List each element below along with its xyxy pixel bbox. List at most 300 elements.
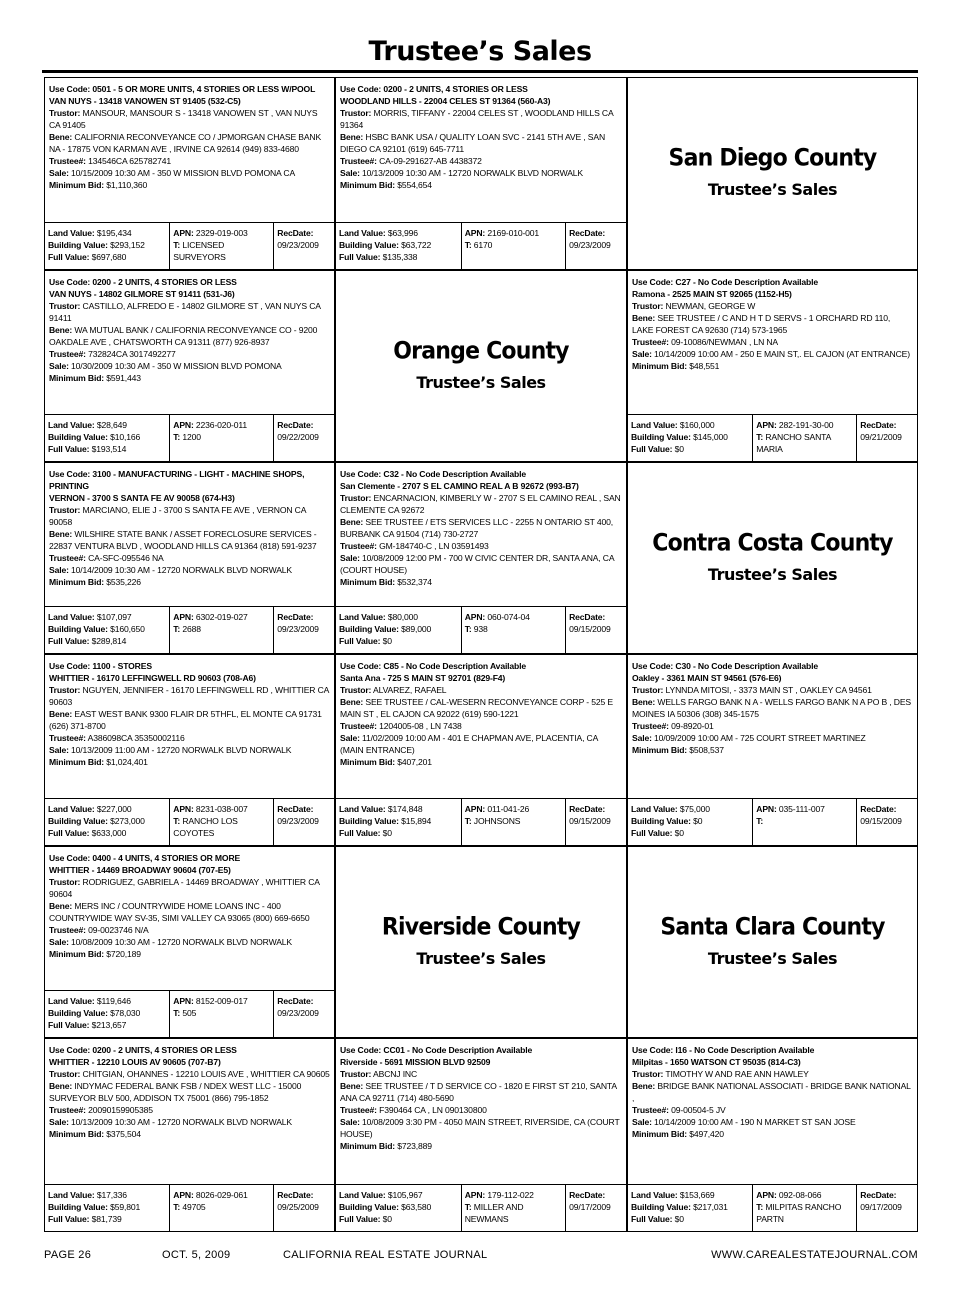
sale-line xyxy=(49,564,330,576)
bene-line xyxy=(340,1080,622,1104)
trustor-line xyxy=(340,1068,622,1080)
trustor-value: ENCARNACION, KIMBERLY W - 2707 S EL CAMINO REAL , SAN CLEMENTE CA 92672 xyxy=(340,493,621,515)
min-bid-label: Minimum Bid: xyxy=(632,1129,688,1139)
sale-value: 10/14/2009 10:00 AM - 250 E MAIN ST,. EL CAJON (AT ENTRANCE) xyxy=(654,349,910,359)
value-column xyxy=(336,223,461,269)
full-value-line xyxy=(631,1213,749,1225)
apn-column xyxy=(461,799,565,845)
building-value: $63,580 xyxy=(401,1202,432,1212)
min-bid-line xyxy=(49,179,330,191)
min-bid-label: Minimum Bid: xyxy=(632,361,688,371)
trustee-number-value: 09-00504-5 JV xyxy=(671,1105,726,1115)
full-value-line xyxy=(48,251,166,263)
sale-line xyxy=(340,732,622,756)
apn-column xyxy=(169,1185,273,1231)
bene-label: Bene: xyxy=(49,709,73,719)
bene-value: INDYMAC FEDERAL BANK FSB / NDEX WEST LLC - 15000 SURVEYOR BLV 500, ADDISON TX 75001 (866) 795-1852 xyxy=(49,1081,302,1103)
min-bid-line xyxy=(632,1128,913,1140)
listing-info xyxy=(632,660,913,756)
full-value-line xyxy=(48,635,166,647)
value-column xyxy=(45,415,169,461)
sale-line xyxy=(632,732,913,744)
listing-values xyxy=(45,414,334,461)
trustor-value: MARCIANO, ELIE J - 3700 S SANTA FE AVE , VERNON CA 90058 xyxy=(49,505,306,527)
full-value-line xyxy=(48,1019,166,1031)
listing-card xyxy=(44,270,335,462)
apn-column xyxy=(169,415,273,461)
tract-line xyxy=(173,1007,270,1019)
recdate-column xyxy=(273,991,334,1037)
tract-line xyxy=(465,1201,562,1225)
apn-label: APN: xyxy=(464,1190,486,1200)
min-bid-label: Minimum Bid: xyxy=(49,1129,105,1139)
trustor-label: Trustor: xyxy=(632,685,664,695)
full-value-label: Full Value: xyxy=(48,252,90,262)
sale-label: Sale: xyxy=(49,168,69,178)
property-address: VAN NUYS - 13418 VANOWEN ST 91405 (532-C5) xyxy=(49,96,241,106)
trustee-number-value: 09-0023746 N/A xyxy=(88,925,149,935)
apn-label: APN: xyxy=(464,804,486,814)
listing-card xyxy=(335,654,627,846)
listing-values xyxy=(45,990,334,1037)
full-value: $81,739 xyxy=(91,1214,122,1224)
land-value: $153,669 xyxy=(679,1190,715,1200)
apn-label: APN: xyxy=(173,420,194,430)
building-value: $0 xyxy=(693,816,703,826)
recdate-value: 09/17/2009 xyxy=(860,1202,902,1212)
listing-card xyxy=(627,654,918,846)
recdate-label: RecDate: xyxy=(277,996,314,1006)
full-value-label: Full Value: xyxy=(631,828,673,838)
county-header-orange xyxy=(335,270,627,462)
listing-info xyxy=(49,1044,330,1140)
apn-label: APN: xyxy=(464,612,486,622)
land-value-line xyxy=(48,611,166,623)
sale-value: 10/13/2009 10:30 AM - 12720 NORWALK BLVD NORWALK xyxy=(362,168,584,178)
county-name: Orange County xyxy=(393,337,569,366)
land-value-line xyxy=(631,1189,749,1201)
recdate-column xyxy=(565,223,626,269)
land-value: $63,996 xyxy=(387,228,418,238)
tract-value: RANCHO LOS COYOTES xyxy=(173,816,238,838)
full-value: $0 xyxy=(674,444,684,454)
tract-label: T: xyxy=(173,432,181,442)
apn-line xyxy=(756,1189,853,1201)
bene-value: SEE TRUSTEE / CAL-WESERN RECONVEYANCE CORP - 525 E MAIN ST , EL CAJON CA 92022 (619) 590-1221 xyxy=(340,697,613,719)
min-bid-value: $554,654 xyxy=(397,180,432,190)
listing-info xyxy=(340,83,622,191)
county-header-contra-costa xyxy=(627,462,918,654)
sale-label: Sale: xyxy=(632,349,652,359)
building-value: $160,650 xyxy=(110,624,145,634)
land-value-line xyxy=(48,227,166,239)
trustor-line xyxy=(49,107,330,131)
bene-line xyxy=(49,324,330,348)
land-value-label: Land Value: xyxy=(48,228,95,238)
full-value: $0 xyxy=(382,1214,392,1224)
recdate-label: RecDate: xyxy=(860,420,897,430)
listing-values xyxy=(628,1184,917,1231)
apn-value: 011-041-26 xyxy=(487,804,530,814)
recdate-value: 09/15/2009 xyxy=(860,816,902,826)
tract-value: MILLER AND NEWMANS xyxy=(464,1202,524,1224)
sale-label: Sale: xyxy=(632,1117,652,1127)
sale-line xyxy=(632,1116,913,1128)
recdate-column xyxy=(273,607,334,653)
listing-info xyxy=(49,83,330,191)
min-bid-line xyxy=(632,360,913,372)
trustor-line xyxy=(340,107,622,131)
listing-card xyxy=(335,462,627,654)
building-value-line xyxy=(339,815,458,827)
value-column xyxy=(45,799,169,845)
apn-value: 092-08-066 xyxy=(778,1190,822,1200)
building-value-line xyxy=(48,1201,166,1213)
tract-label: T: xyxy=(173,1202,181,1212)
trustee-number-value: 1204005-08 , LN 7438 xyxy=(379,721,462,731)
land-value-label: Land Value: xyxy=(631,804,678,814)
trustor-line xyxy=(632,300,913,312)
land-value: $17,336 xyxy=(96,1190,127,1200)
min-bid-line xyxy=(49,576,330,588)
sale-label: Sale: xyxy=(340,168,360,178)
min-bid-value: $407,201 xyxy=(397,757,432,767)
trustor-value: CASTILLO, ALFREDO E - 14802 GILMORE ST , VAN NUYS CA 91411 xyxy=(49,301,321,323)
tract-value: 2688 xyxy=(182,624,201,634)
recdate-label: RecDate: xyxy=(569,612,606,622)
trustor-label: Trustor: xyxy=(49,505,81,515)
listings-grid xyxy=(44,77,918,1232)
use-code: Use Code: C32 - No Code Description Available xyxy=(340,469,527,479)
property-address: Santa Ana - 725 S MAIN ST 92701 (829-F4) xyxy=(340,673,506,683)
recdate-label: RecDate: xyxy=(277,228,314,238)
county-subtitle: Trustee’s Sales xyxy=(707,949,838,968)
bene-label: Bene: xyxy=(49,529,73,539)
min-bid-value: $497,420 xyxy=(689,1129,724,1139)
min-bid-value: $720,189 xyxy=(106,949,141,959)
county-subtitle: Trustee’s Sales xyxy=(707,180,838,199)
building-value-label: Building Value: xyxy=(631,1202,691,1212)
min-bid-label: Minimum Bid: xyxy=(49,757,105,767)
listing-info xyxy=(49,852,330,960)
bene-label: Bene: xyxy=(632,313,656,323)
land-value: $195,434 xyxy=(96,228,132,238)
property-address: VERNON - 3700 S SANTA FE AV 90058 (674-H3) xyxy=(49,493,235,503)
tract-label: T: xyxy=(464,816,472,826)
land-value: $75,000 xyxy=(679,804,710,814)
bene-value: WILSHIRE STATE BANK / ASSET FORECLOSURE SERVICES - 22837 VENTURA BLVD , WOODLAND HILLS CA 91364 (818) 591-9237 xyxy=(49,529,317,551)
full-value-label: Full Value: xyxy=(48,636,90,646)
apn-column xyxy=(461,607,565,653)
use-code: Use Code: 0200 - 2 UNITS, 4 STORIES OR LESS xyxy=(340,84,528,94)
trustor-line xyxy=(49,876,330,900)
full-value: $0 xyxy=(674,828,684,838)
land-value-label: Land Value: xyxy=(48,420,95,430)
building-value: $293,152 xyxy=(110,240,145,250)
apn-line xyxy=(465,227,562,239)
tract-line xyxy=(173,431,270,443)
bene-line xyxy=(49,528,330,552)
apn-column xyxy=(752,415,856,461)
property-address: Milpitas - 1650 WATSON CT 95035 (814-C3) xyxy=(632,1057,801,1067)
land-value: $80,000 xyxy=(387,612,418,622)
trustee-number-line xyxy=(49,552,330,564)
trustee-number-value: GM-184740-C , LN 03591493 xyxy=(379,541,489,551)
land-value-line xyxy=(48,419,166,431)
use-code: Use Code: C30 - No Code Description Available xyxy=(632,661,819,671)
bene-value: SEE TRUSTEE / C AND H T D SERVS - 1 ORCHARD RD 110, LAKE FOREST CA 92630 (714) 573-1965 xyxy=(632,313,891,335)
property-address: WOODLAND HILLS - 22004 CELES ST 91364 (560-A3) xyxy=(340,96,551,106)
apn-line xyxy=(173,227,270,239)
listing-info xyxy=(49,276,330,384)
building-value-label: Building Value: xyxy=(339,240,399,250)
min-bid-line xyxy=(49,756,330,768)
full-value-label: Full Value: xyxy=(339,828,381,838)
listing-values xyxy=(45,1184,334,1231)
apn-label: APN: xyxy=(173,804,194,814)
min-bid-label: Minimum Bid: xyxy=(49,180,105,190)
trustee-number-value: CA-SFC-095546 NA xyxy=(88,553,164,563)
full-value-line xyxy=(339,827,458,839)
property-address: Ramona - 2525 MAIN ST 92065 (1152-H5) xyxy=(632,289,792,299)
trustee-number-label: Trustee#: xyxy=(632,721,669,731)
recdate-column xyxy=(565,1185,626,1231)
min-bid-line xyxy=(340,576,622,588)
bene-label: Bene: xyxy=(632,1081,656,1091)
bene-value: BRIDGE BANK NATIONAL ASSOCIATI - BRIDGE BANK NATIONAL , xyxy=(632,1081,911,1103)
full-value: $697,680 xyxy=(91,252,127,262)
recdate-label: RecDate: xyxy=(569,228,606,238)
tract-label: T: xyxy=(464,1202,472,1212)
property-address: WHITTIER - 16170 LEFFINGWELL RD 90603 (708-A6) xyxy=(49,673,256,683)
use-code: Use Code: CC01 - No Code Description Available xyxy=(340,1045,533,1055)
land-value-label: Land Value: xyxy=(48,804,95,814)
value-column xyxy=(628,799,752,845)
apn-line xyxy=(173,995,270,1007)
listing-values xyxy=(336,1184,626,1231)
apn-value: 8231-038-007 xyxy=(195,804,248,814)
listing-info xyxy=(340,1044,622,1152)
min-bid-label: Minimum Bid: xyxy=(632,745,688,755)
building-value-label: Building Value: xyxy=(48,1008,108,1018)
listing-card xyxy=(44,77,335,270)
min-bid-value: $535,226 xyxy=(106,577,141,587)
tract-line xyxy=(465,239,562,251)
trustor-line xyxy=(632,684,913,696)
recdate-label: RecDate: xyxy=(569,804,606,814)
apn-line xyxy=(756,803,853,815)
land-value-label: Land Value: xyxy=(339,228,386,238)
land-value-line xyxy=(339,803,458,815)
recdate-column xyxy=(565,799,626,845)
recdate-label: RecDate: xyxy=(569,1190,606,1200)
use-code: Use Code: 1100 - STORES xyxy=(49,661,152,671)
trustee-number-label: Trustee#: xyxy=(340,721,377,731)
sale-label: Sale: xyxy=(340,1117,360,1127)
property-address: VAN NUYS - 14802 GILMORE ST 91411 (531-J6) xyxy=(49,289,235,299)
trustor-value: NGUYEN, JENNIFER - 16170 LEFFINGWELL RD , WHITTIER CA 90603 xyxy=(49,685,329,707)
recdate-label: RecDate: xyxy=(277,612,314,622)
building-value-line xyxy=(48,239,166,251)
trustee-number-label: Trustee#: xyxy=(49,1105,86,1115)
apn-column xyxy=(752,799,856,845)
tract-value: MILPITAS RANCHO PARTN xyxy=(756,1202,842,1224)
land-value: $107,097 xyxy=(96,612,132,622)
sale-label: Sale: xyxy=(49,565,69,575)
trustee-number-line xyxy=(632,1104,913,1116)
sale-line xyxy=(632,348,913,360)
apn-column xyxy=(169,991,273,1037)
sale-label: Sale: xyxy=(632,733,652,743)
recdate-value: 09/23/2009 xyxy=(277,816,319,826)
bene-label: Bene: xyxy=(632,697,656,707)
sale-line xyxy=(340,552,622,576)
building-value-label: Building Value: xyxy=(339,624,399,634)
recdate-label: RecDate: xyxy=(277,420,314,430)
tract-value: 6170 xyxy=(473,240,493,250)
use-code: Use Code: I16 - No Code Description Available xyxy=(632,1045,815,1055)
apn-line xyxy=(465,803,562,815)
building-value: $59,801 xyxy=(110,1202,141,1212)
sale-line xyxy=(49,167,330,179)
trustor-label: Trustor: xyxy=(340,493,372,503)
listing-card xyxy=(44,654,335,846)
tract-line xyxy=(756,431,853,455)
trustor-value: ALVAREZ, RAFAEL xyxy=(373,685,447,695)
recdate-column xyxy=(273,223,334,269)
footer-page-number: PAGE 26 xyxy=(44,1249,92,1261)
use-code: Use Code: 0501 - 5 OR MORE UNITS, 4 STORIES OR LESS W/POOL xyxy=(49,84,316,94)
listing-card xyxy=(627,270,918,462)
trustor-line xyxy=(49,504,330,528)
trustor-label: Trustor: xyxy=(340,108,372,118)
trustee-number-line xyxy=(49,1104,330,1116)
trustor-line xyxy=(49,684,330,708)
listing-card xyxy=(335,77,627,270)
trustor-value: MORRIS, TIFFANY - 22004 CELES ST , WOODLAND HILLS CA 91364 xyxy=(340,108,614,130)
recdate-value: 09/23/2009 xyxy=(277,624,319,634)
land-value-line xyxy=(631,803,749,815)
tract-value: 49705 xyxy=(182,1202,206,1212)
trustor-value: TIMOTHY W AND RAE ANN HAWLEY xyxy=(665,1069,809,1079)
tract-value: RANCHO SANTA MARIA xyxy=(756,432,831,454)
trustor-value: ABCNJ INC xyxy=(373,1069,418,1079)
sale-line xyxy=(49,360,330,372)
value-column xyxy=(336,799,461,845)
listing-values xyxy=(45,798,334,845)
trustor-label: Trustor: xyxy=(340,1069,372,1079)
value-column xyxy=(45,991,169,1037)
building-value: $63,722 xyxy=(401,240,432,250)
title-rule xyxy=(42,70,918,73)
recdate-label: RecDate: xyxy=(860,1190,897,1200)
apn-line xyxy=(173,1189,270,1201)
full-value-label: Full Value: xyxy=(631,1214,673,1224)
land-value: $227,000 xyxy=(96,804,132,814)
value-column xyxy=(45,223,169,269)
bene-line xyxy=(632,312,913,336)
bene-value: EAST WEST BANK 9300 FLAIR DR 5THFL, EL MONTE CA 91731 (626) 371-8700 xyxy=(49,709,322,731)
min-bid-label: Minimum Bid: xyxy=(340,1141,396,1151)
tract-label: T: xyxy=(756,432,764,442)
trustee-number-label: Trustee#: xyxy=(49,349,86,359)
min-bid-line xyxy=(340,1140,622,1152)
tract-line xyxy=(756,815,853,827)
sale-value: 11/02/2009 10:00 AM - 401 E CHAPMAN AVE, PLACENTIA, CA (MAIN ENTRANCE) xyxy=(340,733,598,755)
building-value-line xyxy=(48,623,166,635)
land-value-line xyxy=(48,803,166,815)
bene-line xyxy=(340,516,622,540)
min-bid-line xyxy=(632,744,913,756)
apn-column xyxy=(461,1185,565,1231)
min-bid-label: Minimum Bid: xyxy=(49,373,105,383)
building-value-line xyxy=(48,1007,166,1019)
full-value-line xyxy=(48,1213,166,1225)
min-bid-label: Minimum Bid: xyxy=(49,949,105,959)
apn-label: APN: xyxy=(756,420,777,430)
sale-line xyxy=(49,1116,330,1128)
full-value-label: Full Value: xyxy=(48,828,90,838)
building-value-line xyxy=(48,431,166,443)
building-value-label: Building Value: xyxy=(339,1202,399,1212)
min-bid-value: $508,537 xyxy=(689,745,724,755)
land-value-line xyxy=(339,1189,458,1201)
land-value: $119,646 xyxy=(96,996,131,1006)
tract-label: T: xyxy=(173,240,181,250)
full-value-line xyxy=(48,827,166,839)
county-subtitle: Trustee’s Sales xyxy=(416,949,546,968)
use-code: Use Code: C27 - No Code Description Available xyxy=(632,277,819,287)
county-header-riverside xyxy=(335,846,627,1038)
tract-line xyxy=(756,1201,853,1225)
land-value-label: Land Value: xyxy=(631,1190,678,1200)
bene-label: Bene: xyxy=(340,1081,364,1091)
trustee-number-value: F390464 CA , LN 090130800 xyxy=(379,1105,487,1115)
sale-line xyxy=(49,744,330,756)
tract-value: JOHNSONS xyxy=(473,816,521,826)
recdate-value: 09/15/2009 xyxy=(569,816,611,826)
min-bid-label: Minimum Bid: xyxy=(49,577,105,587)
county-name: Contra Costa County xyxy=(652,529,893,558)
use-code: Use Code: 0200 - 2 UNITS, 4 STORIES OR LESS xyxy=(49,1045,237,1055)
listing-values xyxy=(628,798,917,845)
land-value-label: Land Value: xyxy=(631,420,678,430)
recdate-label: RecDate: xyxy=(277,1190,314,1200)
value-column xyxy=(628,415,752,461)
apn-label: APN: xyxy=(173,996,194,1006)
trustee-number-line xyxy=(340,720,622,732)
min-bid-value: $375,504 xyxy=(106,1129,141,1139)
full-value-label: Full Value: xyxy=(48,444,90,454)
tract-line xyxy=(173,623,270,635)
apn-value: 2236-020-011 xyxy=(195,420,248,430)
full-value-line xyxy=(339,251,458,263)
full-value: $289,814 xyxy=(91,636,127,646)
full-value: $193,514 xyxy=(91,444,127,454)
bene-line xyxy=(49,1080,330,1104)
building-value: $78,030 xyxy=(110,1008,141,1018)
building-value: $15,894 xyxy=(401,816,432,826)
building-value: $145,000 xyxy=(693,432,728,442)
trustee-number-label: Trustee#: xyxy=(340,1105,377,1115)
bene-label: Bene: xyxy=(49,325,73,335)
footer-date: OCT. 5, 2009 xyxy=(162,1249,231,1261)
full-value: $135,338 xyxy=(382,252,418,262)
trustee-number-line xyxy=(49,155,330,167)
trustor-value: CHITGIAN, OHANNES - 12210 LOUIS AVE , WHITTIER CA 90605 xyxy=(82,1069,330,1079)
trustor-label: Trustor: xyxy=(49,1069,81,1079)
sale-value: 10/30/2009 10:30 AM - 350 W MISSION BLVD POMONA xyxy=(71,361,282,371)
